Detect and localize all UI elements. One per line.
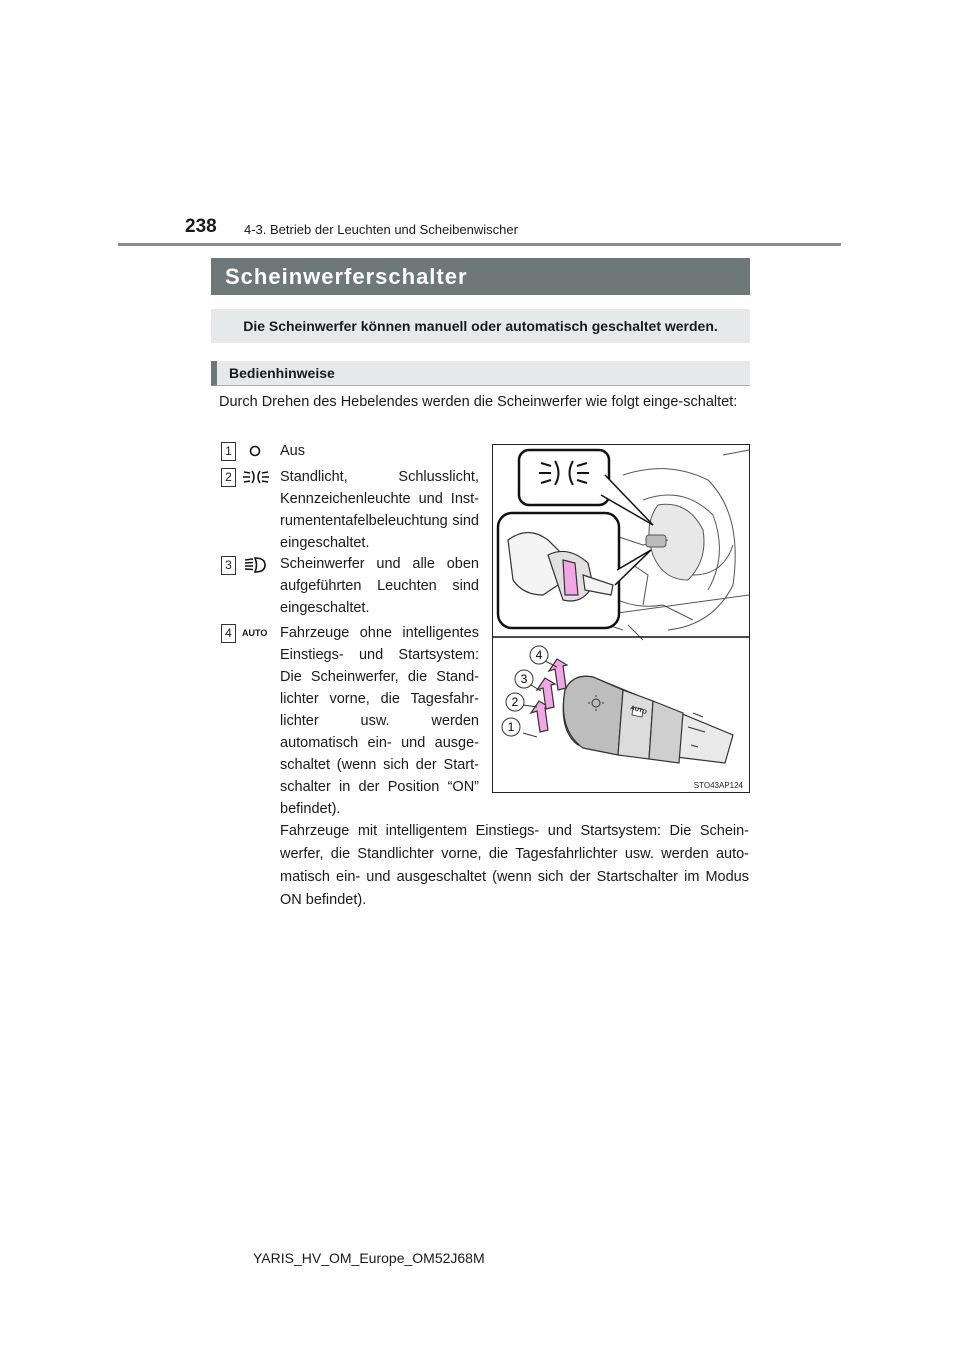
intro-paragraph: Durch Drehen des Hebelendes werden die Scheinwerfer wie folgt einge-schaltet:	[219, 394, 738, 410]
header-rule	[118, 243, 841, 246]
parking-light-icon	[242, 468, 270, 486]
switch-diagram-svg	[493, 445, 749, 792]
callout-label-3: 3	[520, 672, 528, 686]
closeup-pointer	[615, 550, 651, 585]
headlight-icon	[243, 555, 267, 575]
auto-icon: AUTO	[242, 628, 268, 638]
callout-label-2: 2	[511, 695, 519, 709]
subsection-heading: Bedienhinweise	[211, 361, 750, 386]
illustration-code: STO43AP124	[693, 781, 743, 790]
auto-switch-label: AUTO	[629, 705, 648, 717]
section-reference: 4-3. Betrieb der Leuchten und Scheibenwischer	[244, 222, 518, 237]
light-switch-stalk	[563, 676, 733, 763]
mode-1-text: Aus	[280, 443, 305, 459]
page-title: Scheinwerferschalter	[211, 258, 750, 295]
mode-2-text: Standlicht, Schlusslicht, Kennzeichenleuchte und Inst-rumententafelbeleuchtung sind eingeschaltet.	[280, 469, 479, 551]
callout-label-1: 1	[507, 720, 515, 734]
off-circle-icon	[246, 444, 264, 458]
document-footer: YARIS_HV_OM_Europe_OM52J68M	[253, 1250, 485, 1266]
step-number-3: 3	[221, 556, 236, 575]
headlight-switch-illustration	[492, 444, 750, 793]
intro-summary: Die Scheinwerfer können manuell oder automatisch geschaltet werden.	[211, 309, 750, 343]
headlight-callout-bubble	[519, 450, 609, 505]
step-number-2: 2	[221, 468, 236, 487]
mode-4-text: Fahrzeuge ohne intelligentes Einstiegs- und Startsystem: Die Scheinwerfer, die Stand-lichter vorne, die Tagesfahr-lichter usw. werden automatisch ein- und ausge-schaltet (wenn sich der Start-schalter in der Position “ON” befindet).	[280, 625, 479, 817]
mode-3-text: Scheinwerfer und alle oben aufgeführten Leuchten sind eingeschaltet.	[280, 556, 479, 616]
step-number-4: 4	[221, 624, 236, 643]
page-number: 238	[185, 216, 217, 237]
callout-label-4: 4	[535, 648, 543, 662]
rotation-arrows	[531, 659, 567, 732]
step-number-1: 1	[221, 442, 236, 461]
smart-entry-paragraph: Fahrzeuge mit intelligentem Einstiegs- und Startsystem: Die Schein-werfer, die Standlichter vorne, die Tagesfahrlichter usw. werden auto-matisch ein- und ausgeschaltet (wenn sich der Startschalter im Modus ON befindet).	[280, 823, 749, 908]
